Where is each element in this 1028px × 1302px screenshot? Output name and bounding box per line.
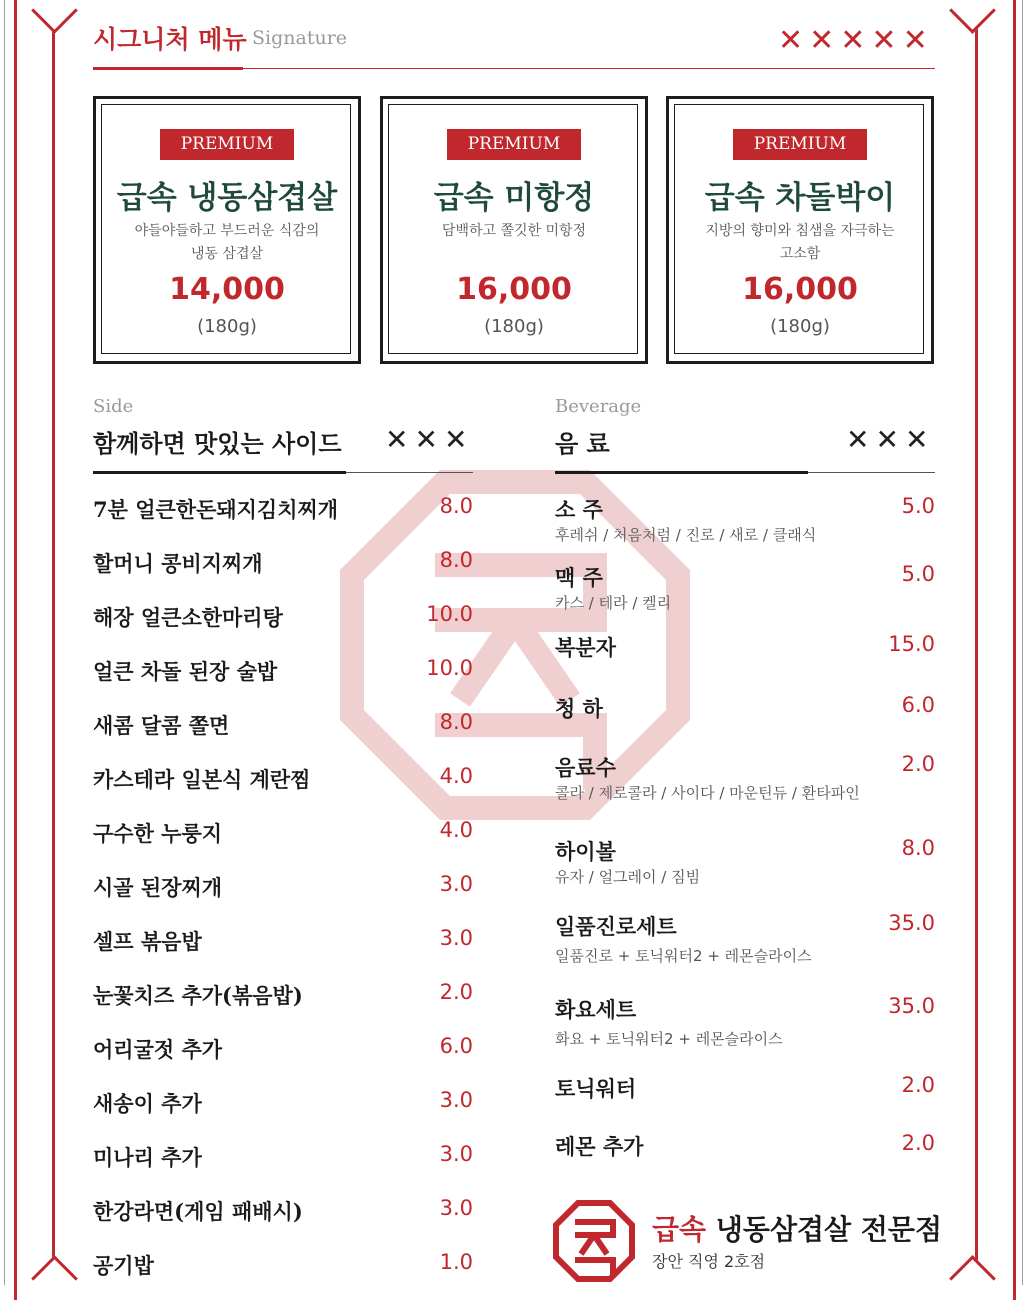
brand-branch: 장안 직영 2호점 [652,1252,766,1271]
side-menu-item [93,872,473,912]
side-menu-item [93,602,473,642]
item-price: 3.0 [439,872,473,896]
side-menu-item [93,764,473,804]
item-price: 4.0 [439,764,473,788]
item-name: 7분 얼큰한돈돼지김치찌개 [93,497,339,522]
item-price: 6.0 [901,693,935,717]
card-weight: (180g) [197,316,257,337]
item-options: 화요 + 토닉워터2 + 레몬슬라이스 [555,1030,783,1048]
side-menu-item [93,818,473,858]
side-menu-item [93,1142,473,1182]
item-price: 3.0 [439,1142,473,1166]
signature-subtitle: Signature [252,27,348,49]
side-divider-accent [93,471,346,474]
card-price: 16,000 [742,272,858,307]
item-name: 토닉워터 [555,1076,637,1101]
cross-icon: ✕ [846,423,876,456]
side-menu-item [93,926,473,966]
item-price: 6.0 [439,1034,473,1058]
premium-badge: PREMIUM [160,129,294,160]
item-price: 5.0 [901,494,935,518]
item-name: 한강라면(게임 패배시) [93,1199,303,1224]
beverage-kicker: Beverage [555,396,642,417]
item-name: 일품진로세트 [555,914,677,939]
item-price: 5.0 [901,562,935,586]
item-price: 35.0 [888,994,935,1018]
side-title: 함께하면 맛있는 사이드 [93,429,342,458]
side-menu-item [93,1196,473,1236]
cross-marks-decoration [778,23,934,58]
item-price: 2.0 [901,1073,935,1097]
item-price: 15.0 [888,632,935,656]
item-name: 눈꽃치즈 추가(볶음밥) [93,983,303,1008]
card-weight: (180g) [770,316,830,337]
signature-title: 시그니처 메뉴 [93,25,247,54]
side-menu-item [93,1088,473,1128]
item-price: 8.0 [901,836,935,860]
item-name: 해장 얼큰소한마리탕 [93,605,283,630]
cross-icon: ✕ [871,23,903,58]
item-name: 셀프 볶음밥 [93,929,202,954]
beverage-divider-accent [555,471,808,474]
item-name: 시골 된장찌개 [93,875,223,900]
card-name: 급속 냉동삼겹살 [116,180,338,216]
card-name: 급속 미항정 [433,180,595,216]
card-description [686,220,914,266]
item-price: 2.0 [901,1131,935,1155]
frame-line-left [4,0,5,1285]
signature-card [666,96,936,366]
card-description [113,220,341,266]
card-description [400,220,628,243]
item-name: 청 하 [555,696,603,721]
item-options: 콜라 / 제로콜라 / 사이다 / 마운틴듀 / 환타파인 [555,784,860,802]
side-menu-item [93,656,473,696]
cross-icon: ✕ [875,423,905,456]
item-price: 8.0 [439,548,473,572]
item-price: 2.0 [439,980,473,1004]
item-options: 유자 / 얼그레이 / 짐빔 [555,868,701,886]
card-desc-line: 야들야들하고 부드러운 식감의 [134,223,320,239]
item-options: 카스 / 테라 / 켈리 [555,594,672,612]
item-name: 카스테라 일본식 계란찜 [93,767,311,792]
item-name: 하이볼 [555,839,616,864]
item-name: 어리굴젓 추가 [93,1037,223,1062]
side-menu-item [93,1034,473,1074]
beverage-title: 음 료 [555,429,610,458]
item-name: 복분자 [555,635,616,660]
brand-logo-icon [553,1200,635,1282]
side-menu-item [93,548,473,588]
card-desc-line: 담백하고 쫄깃한 미항정 [441,223,587,239]
item-price: 10.0 [426,656,473,680]
card-desc-line: 고소함 [779,246,821,262]
premium-badge: PREMIUM [733,129,867,160]
signature-divider-accent [93,67,243,70]
cross-marks-decoration [385,423,474,456]
frame-line-right [1022,0,1023,1285]
item-name: 공기밥 [93,1253,154,1278]
card-name: 급속 차돌박이 [704,180,896,216]
item-price: 35.0 [888,911,935,935]
cross-icon: ✕ [385,423,415,456]
brand-accent: 급속 [652,1213,707,1246]
cross-icon: ✕ [902,23,934,58]
item-name: 얼큰 차돌 된장 술밥 [93,659,278,684]
item-options: 후레쉬 / 처음처럼 / 진로 / 새로 / 클래식 [555,526,817,544]
cross-icon: ✕ [778,23,810,58]
signature-card [380,96,650,366]
card-weight: (180g) [484,316,544,337]
side-kicker: Side [93,396,134,417]
side-menu-item [93,980,473,1020]
cross-icon: ✕ [414,423,444,456]
cross-icon: ✕ [809,23,841,58]
item-name: 새송이 추가 [93,1091,202,1116]
item-name: 레몬 추가 [555,1134,644,1159]
card-desc-line: 냉동 삼겹살 [190,246,264,262]
item-price: 8.0 [439,494,473,518]
item-price: 10.0 [426,602,473,626]
item-name: 미나리 추가 [93,1145,202,1170]
side-menu-item [93,1250,473,1290]
item-price: 8.0 [439,710,473,734]
item-name: 맥 주 [555,565,603,590]
item-price: 3.0 [439,1196,473,1220]
cross-marks-decoration [846,423,935,456]
premium-badge: PREMIUM [447,129,581,160]
item-name: 할머니 콩비지찌개 [93,551,263,576]
item-price: 2.0 [901,752,935,776]
item-price: 4.0 [439,818,473,842]
item-options: 일품진로 + 토닉워터2 + 레몬슬라이스 [555,947,812,965]
item-name: 화요세트 [555,997,637,1022]
card-desc-line: 지방의 향미와 침샘을 자극하는 [705,223,895,239]
item-name: 구수한 누룽지 [93,821,223,846]
card-price: 14,000 [169,272,285,307]
item-name: 음료수 [555,755,616,780]
signature-card [93,96,363,366]
cross-icon: ✕ [904,423,935,456]
item-name: 새콤 달콤 쫄면 [93,713,230,738]
brand-name [652,1208,942,1248]
brand-name-text: 냉동삼겹살 전문점 [715,1213,942,1246]
card-price: 16,000 [456,272,572,307]
cross-icon: ✕ [443,423,474,456]
side-menu-item [93,710,473,750]
item-name: 소 주 [555,497,603,522]
item-price: 3.0 [439,1088,473,1112]
cross-icon: ✕ [840,23,872,58]
item-price: 3.0 [439,926,473,950]
item-price: 1.0 [439,1250,473,1274]
side-menu-item [93,494,473,534]
